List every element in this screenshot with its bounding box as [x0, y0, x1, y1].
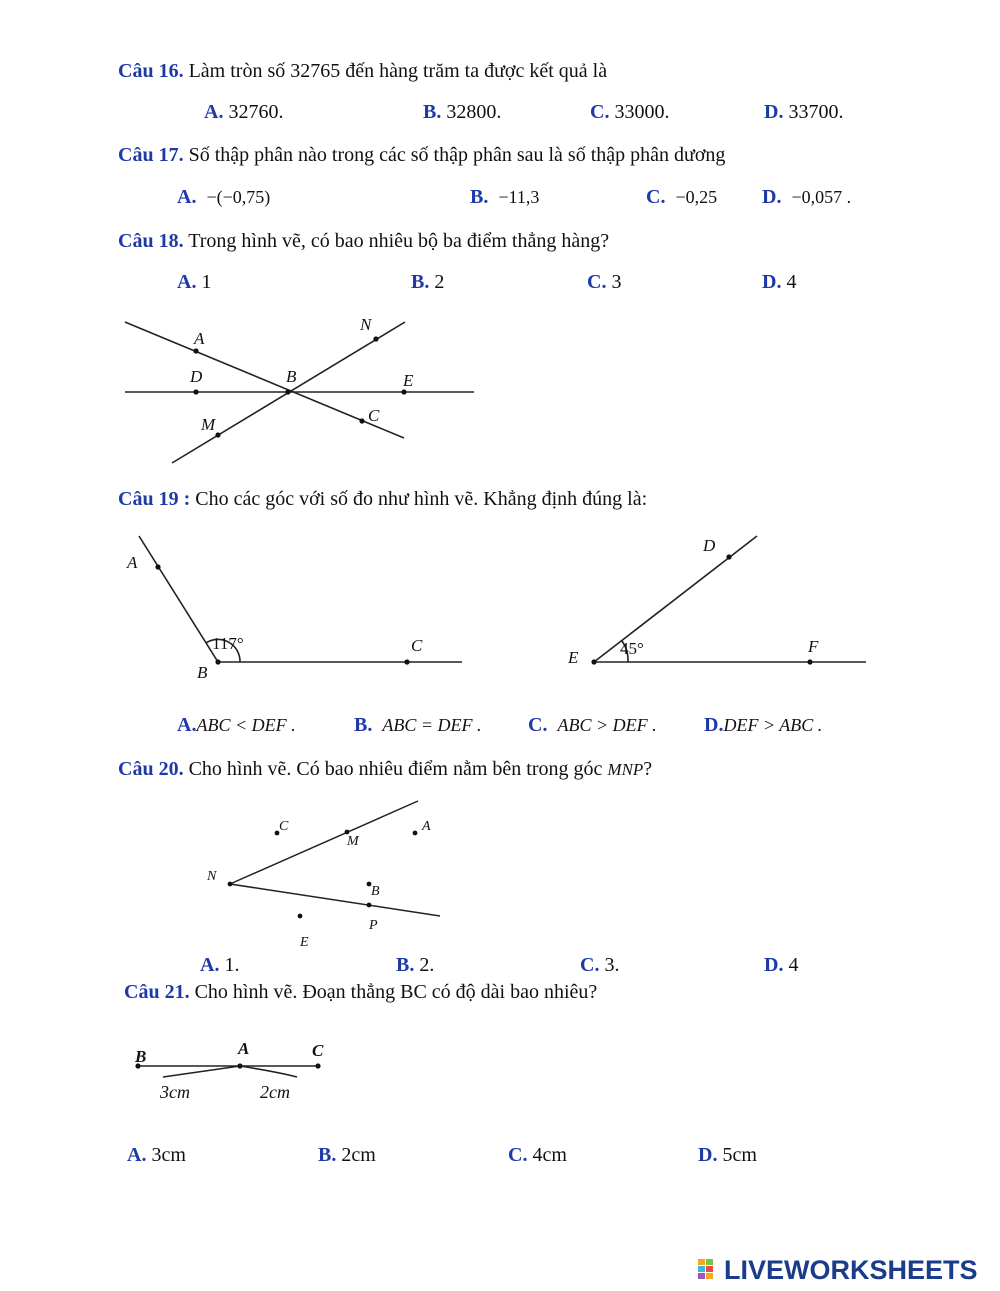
- label-a: A: [194, 329, 205, 348]
- length-label-ba: 3cm: [160, 1082, 190, 1102]
- option-value: 32760.: [228, 101, 284, 123]
- option-b[interactable]: [318, 1144, 376, 1167]
- option-letter: A.: [127, 1144, 147, 1166]
- question-number: Câu 20.: [118, 758, 184, 780]
- label-c: C: [279, 819, 289, 834]
- label-d: D: [190, 367, 203, 386]
- option-letter: B.: [423, 101, 442, 123]
- liveworksheets-logo: [698, 1255, 978, 1285]
- label-a: A: [422, 819, 431, 834]
- label-e: E: [568, 648, 579, 667]
- brace-ac: [240, 1066, 297, 1077]
- label-n: N: [360, 315, 372, 334]
- option-value: 33700.: [788, 101, 844, 123]
- option-letter: C.: [508, 1144, 528, 1166]
- label-e: E: [300, 935, 309, 950]
- option-a[interactable]: [127, 1144, 186, 1167]
- option-value: ABC < DEF .: [196, 715, 296, 735]
- label-m: M: [201, 415, 216, 434]
- label-c: C: [411, 636, 423, 655]
- question-number: Câu 18.: [118, 230, 184, 252]
- label-a: A: [238, 1039, 250, 1058]
- label-a: A: [127, 553, 138, 572]
- label-c: C: [368, 406, 380, 425]
- option-letter: B.: [396, 954, 415, 976]
- option-value: 32800.: [446, 101, 502, 123]
- question-text: Làm tròn số 32765 đến hàng trăm ta được kết quả là: [188, 60, 608, 82]
- option-letter: C.: [646, 186, 666, 208]
- question-text: Cho hình vẽ. Có bao nhiêu điểm nằm bên trong góc: [188, 758, 603, 780]
- option-value: 4cm: [532, 1144, 567, 1166]
- option-letter: C.: [580, 954, 600, 976]
- label-b: B: [371, 884, 380, 899]
- question-text: Trong hình vẽ, có bao nhiêu bộ ba điểm thẳng hàng?: [188, 230, 610, 252]
- angle-label-def: 45°: [620, 639, 644, 658]
- label-b: B: [286, 367, 297, 386]
- option-value: −0,057 .: [791, 187, 852, 207]
- label-e: E: [403, 371, 414, 390]
- question-suffix: ?: [643, 758, 653, 780]
- option-letter: A.: [177, 271, 197, 293]
- option-letter: D.: [762, 186, 782, 208]
- option-letter: D.: [764, 101, 784, 123]
- option-value: 4: [786, 271, 797, 293]
- question-text: Cho hình vẽ. Đoạn thẳng BC có độ dài bao nhiêu?: [194, 981, 598, 1003]
- point-c: [315, 1063, 320, 1068]
- option-value: ABC = DEF .: [382, 715, 482, 735]
- brand-blocks-icon: [698, 1257, 724, 1283]
- option-value: 2.: [419, 954, 435, 976]
- label-b: B: [197, 663, 208, 682]
- brace-ba: [163, 1066, 240, 1077]
- option-letter: D.: [698, 1144, 718, 1166]
- option-value: 3: [611, 271, 622, 293]
- brand-name: LIVEWORKSHEETS: [724, 1254, 978, 1285]
- option-letter: C.: [587, 271, 607, 293]
- question-text: Số thập phân nào trong các số thập phân sau là số thập phân dương: [188, 144, 726, 166]
- option-value: 2: [434, 271, 445, 293]
- label-n: N: [207, 869, 217, 884]
- option-letter: B.: [318, 1144, 337, 1166]
- option-c[interactable]: [508, 1144, 567, 1167]
- option-value: −11,3: [498, 187, 540, 207]
- option-letter: C.: [528, 714, 548, 736]
- option-letter: A.: [200, 954, 220, 976]
- option-value: ABC > DEF .: [557, 715, 657, 735]
- option-value: DEF > ABC .: [723, 715, 823, 735]
- angle-name: MNP: [607, 760, 644, 779]
- option-value: 2cm: [341, 1144, 376, 1166]
- option-letter: A.: [177, 186, 197, 208]
- label-p: P: [369, 918, 378, 933]
- label-b: B: [135, 1047, 147, 1066]
- option-value: −0,25: [675, 187, 718, 207]
- option-value: 3.: [604, 954, 620, 976]
- option-letter: B.: [411, 271, 430, 293]
- option-letter: C.: [590, 101, 610, 123]
- option-letter: A.: [204, 101, 224, 123]
- option-value: 1: [201, 271, 212, 293]
- label-d: D: [703, 536, 716, 555]
- label-m: M: [347, 834, 359, 849]
- question-number: Câu 16.: [118, 60, 184, 82]
- option-letter: D.: [704, 714, 724, 736]
- question-number: Câu 19 :: [118, 488, 191, 510]
- label-c: C: [312, 1041, 324, 1060]
- option-value: 5cm: [722, 1144, 757, 1166]
- option-value: −(−0,75): [206, 187, 271, 207]
- option-value: 4: [788, 954, 799, 976]
- question-number: Câu 17.: [118, 144, 184, 166]
- option-letter: D.: [764, 954, 784, 976]
- angle-label-abc: 117°: [212, 634, 244, 653]
- option-letter: B.: [470, 186, 489, 208]
- option-value: 3cm: [151, 1144, 186, 1166]
- label-f: F: [808, 637, 819, 656]
- option-letter: D.: [762, 271, 782, 293]
- option-value: 1.: [224, 954, 240, 976]
- point-a: [237, 1063, 242, 1068]
- question-text: Cho các góc với số đo như hình vẽ. Khẳng định đúng là:: [195, 488, 648, 510]
- option-d[interactable]: [698, 1144, 757, 1167]
- question-number: Câu 21.: [124, 981, 190, 1003]
- length-label-ac: 2cm: [260, 1082, 290, 1102]
- option-value: 33000.: [614, 101, 670, 123]
- option-letter: A.: [177, 714, 197, 736]
- option-letter: B.: [354, 714, 373, 736]
